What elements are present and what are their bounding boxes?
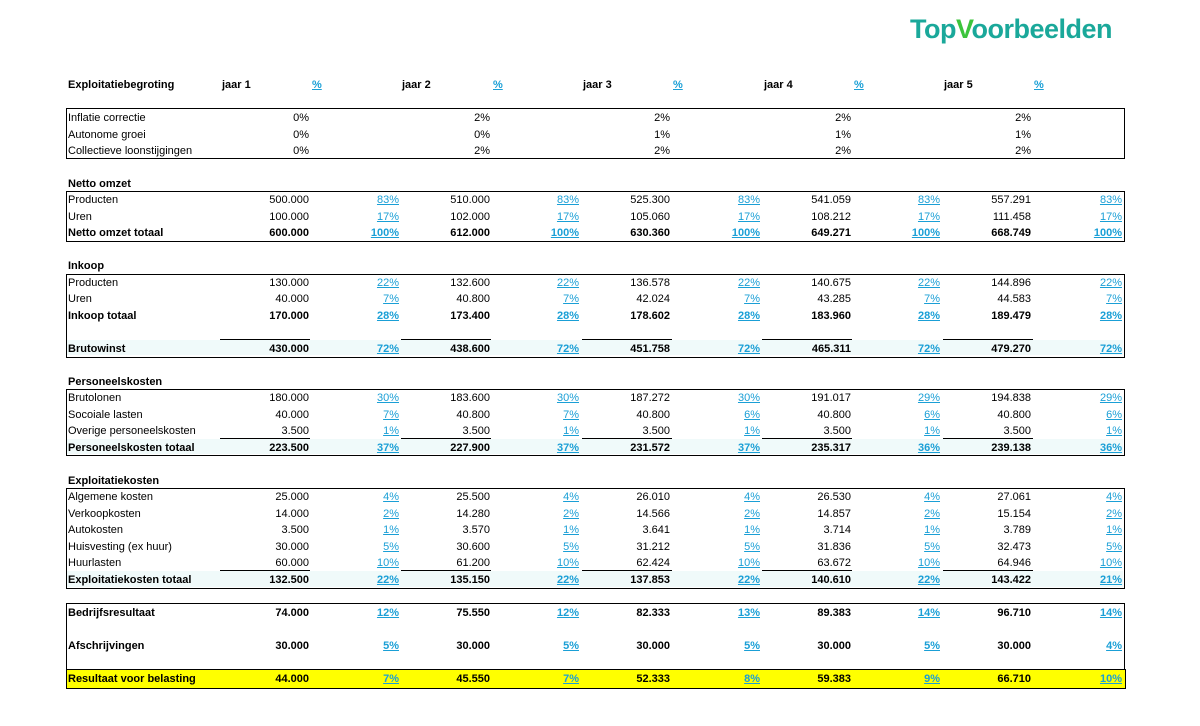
value-year-4: 140.675	[811, 277, 851, 289]
assumption-year-2: 0%	[474, 128, 490, 141]
value-year-1: 430.000	[269, 343, 309, 355]
pct-year-4[interactable]: 6%	[924, 408, 940, 421]
value-year-1: 600.000	[269, 227, 309, 239]
row-label: Uren	[68, 293, 92, 305]
value-year-2: 438.600	[450, 343, 490, 355]
value-year-4: 108.212	[811, 210, 851, 223]
value-year-5: 189.479	[991, 310, 1031, 322]
value-year-3: 137.853	[630, 574, 670, 586]
value-year-4: 235.317	[811, 442, 851, 454]
pct-year-2[interactable]: 22%	[556, 277, 579, 289]
pct-year-4[interactable]: 5%	[924, 640, 940, 652]
assumption-year-4: 2%	[835, 112, 851, 124]
value-year-1: 223.500	[269, 442, 309, 454]
value-year-1: 14.000	[275, 507, 309, 520]
row-label: Huurlasten	[68, 557, 122, 569]
pct-header-4[interactable]: %	[854, 79, 864, 91]
section-title: Netto omzet	[68, 178, 131, 190]
exploitatiekosten-sum-line-4	[762, 570, 852, 571]
row-label: Producten	[68, 194, 119, 206]
value-year-3: 14.566	[636, 507, 670, 520]
pct-year-2[interactable]: 17%	[556, 210, 579, 223]
value-year-3: 82.333	[636, 607, 670, 619]
value-year-5: 239.138	[991, 442, 1031, 454]
row-label: Exploitatiekosten totaal	[68, 574, 192, 586]
value-year-3: 231.572	[630, 442, 670, 454]
value-year-5: 40.800	[997, 408, 1031, 421]
row-autokosten	[66, 522, 1124, 538]
pct-year-2[interactable]: 2%	[563, 507, 579, 520]
value-year-2: 30.000	[456, 640, 490, 652]
pct-year-3[interactable]: 2%	[744, 507, 760, 520]
exploitatiekosten-sum-line-2	[401, 570, 491, 571]
assumption-label: Autonome groei	[68, 128, 146, 141]
pct-year-4[interactable]: 72%	[917, 343, 940, 355]
value-year-2: 183.600	[450, 392, 490, 404]
value-year-1: 44.000	[275, 673, 309, 685]
value-year-3: 451.758	[630, 343, 670, 355]
pct-year-3[interactable]: 83%	[737, 194, 760, 206]
pct-year-3[interactable]: 4%	[744, 491, 760, 503]
value-year-1: 3.500	[281, 524, 309, 536]
pct-year-5[interactable]: 1%	[1106, 425, 1122, 437]
value-year-4: 31.836	[817, 540, 851, 553]
pct-year-2[interactable]: 83%	[556, 194, 579, 206]
value-year-2: 14.280	[456, 507, 490, 520]
value-year-1: 30.000	[275, 540, 309, 553]
pct-year-3[interactable]: 17%	[737, 210, 760, 223]
exploitatiekosten-sum-line-3	[582, 570, 672, 571]
row-inkoop-totaal	[66, 308, 1124, 324]
exploitatiekosten-sum-line-1	[220, 570, 310, 571]
value-year-5: 111.458	[992, 210, 1031, 223]
personeelskosten-title	[66, 374, 1124, 390]
value-year-3: 3.500	[642, 425, 670, 437]
pct-year-2[interactable]: 4%	[563, 491, 579, 503]
value-year-2: 510.000	[450, 194, 490, 206]
header-row	[66, 77, 1124, 93]
pct-year-4[interactable]: 9%	[924, 673, 940, 685]
pct-year-2[interactable]: 100%	[550, 227, 579, 239]
value-year-4: 14.857	[817, 507, 851, 520]
value-year-3: 31.212	[636, 540, 670, 553]
row-algemene-kosten	[66, 489, 1124, 505]
pct-year-1[interactable]: 1%	[383, 425, 399, 437]
netto-omzet-title	[66, 176, 1124, 192]
assumption-year-1: 0%	[293, 128, 309, 141]
pct-year-1[interactable]: 4%	[383, 491, 399, 503]
value-year-1: 30.000	[275, 640, 309, 652]
personeelskosten-sum-line-5	[943, 438, 1033, 439]
pct-year-4[interactable]: 14%	[917, 607, 940, 619]
value-year-2: 40.800	[456, 293, 490, 305]
row-netto-omzet-totaal	[66, 225, 1124, 241]
pct-year-4[interactable]: 1%	[924, 524, 940, 536]
value-year-3: 42.024	[636, 293, 670, 305]
value-year-3: 30.000	[636, 640, 670, 652]
value-year-5: 194.838	[991, 392, 1031, 404]
personeelskosten-sum-line-4	[762, 438, 852, 439]
pct-year-3[interactable]: 72%	[737, 343, 760, 355]
pct-year-3[interactable]: 30%	[737, 392, 760, 404]
row-label: Verkoopkosten	[68, 507, 141, 520]
brutowinst-sum-line-4	[762, 339, 852, 340]
pct-year-5[interactable]: 2%	[1106, 507, 1122, 520]
value-year-5: 30.000	[997, 640, 1031, 652]
row-producten	[66, 192, 1124, 208]
pct-year-3[interactable]: 6%	[744, 408, 760, 421]
pct-year-2[interactable]: 37%	[556, 442, 579, 454]
section-title: Exploitatiekosten	[68, 475, 160, 487]
assumption-row-autonome-groei	[66, 127, 1124, 143]
pct-year-5[interactable]: 1%	[1106, 524, 1122, 536]
pct-year-4[interactable]: 2%	[924, 507, 940, 520]
row-label: Brutolonen	[68, 392, 122, 404]
pct-year-1[interactable]: 28%	[376, 310, 399, 322]
value-year-4: 3.500	[823, 425, 851, 437]
row-uren	[66, 209, 1124, 225]
pct-year-3[interactable]: 8%	[744, 673, 760, 685]
value-year-1: 170.000	[269, 310, 309, 322]
assumption-year-5: 1%	[1015, 128, 1031, 141]
row-label: Algemene kosten	[68, 491, 153, 503]
row-label: Bedrijfsresultaat	[68, 607, 155, 619]
pct-year-2[interactable]: 1%	[563, 524, 579, 536]
value-year-5: 15.154	[997, 507, 1031, 520]
section-title: Personeelskosten	[68, 376, 163, 388]
pct-year-5[interactable]: 29%	[1099, 392, 1122, 404]
pct-year-1[interactable]: 7%	[383, 293, 399, 305]
value-year-4: 541.059	[811, 194, 851, 206]
row-label: Autokosten	[68, 524, 124, 536]
row-label: Huisvesting (ex huur)	[68, 540, 172, 553]
pct-year-1[interactable]: 22%	[376, 277, 399, 289]
value-year-1: 130.000	[269, 277, 309, 289]
year-3-header: jaar 3	[583, 79, 612, 91]
pct-year-1[interactable]: 72%	[376, 343, 399, 355]
value-year-4: 191.017	[811, 392, 851, 404]
exploitatiekosten-title	[66, 473, 1124, 489]
pct-year-1[interactable]: 5%	[383, 540, 399, 553]
pct-year-3[interactable]: 100%	[731, 227, 760, 239]
pct-year-5[interactable]: 14%	[1099, 607, 1122, 619]
row-label: Uren	[68, 210, 92, 223]
row-socoiale-lasten	[66, 407, 1124, 423]
year-5-header: jaar 5	[944, 79, 973, 91]
pct-year-1[interactable]: 37%	[376, 442, 399, 454]
pct-year-3[interactable]: 10%	[737, 557, 760, 569]
value-year-3: 105.060	[630, 210, 670, 223]
pct-year-1[interactable]: 1%	[383, 524, 399, 536]
assumption-year-2: 2%	[474, 112, 490, 124]
row-huurlasten	[66, 555, 1124, 571]
value-year-1: 60.000	[275, 557, 309, 569]
assumption-year-1: 0%	[293, 145, 309, 157]
value-year-2: 102.000	[450, 210, 490, 223]
value-year-1: 25.000	[275, 491, 309, 503]
value-year-2: 45.550	[456, 673, 490, 685]
topvoorbeelden-logo: TopVoorbeelden	[910, 14, 1113, 44]
pct-year-1[interactable]: 17%	[376, 210, 399, 223]
assumption-year-4: 1%	[835, 128, 851, 141]
row-overige-personeelskosten	[66, 423, 1124, 439]
value-year-1: 3.500	[281, 425, 309, 437]
assumption-year-2: 2%	[474, 145, 490, 157]
pct-year-3[interactable]: 28%	[737, 310, 760, 322]
pct-year-5[interactable]: 21%	[1099, 574, 1122, 586]
pct-year-2[interactable]: 28%	[556, 310, 579, 322]
pct-year-4[interactable]: 5%	[924, 540, 940, 553]
row-label: Overige personeelskosten	[68, 425, 196, 437]
pct-year-5[interactable]: 7%	[1106, 293, 1122, 305]
pct-year-5[interactable]: 28%	[1099, 310, 1122, 322]
pct-year-2[interactable]: 10%	[556, 557, 579, 569]
pct-year-3[interactable]: 22%	[737, 574, 760, 586]
value-year-4: 649.271	[811, 227, 851, 239]
value-year-4: 63.672	[817, 557, 851, 569]
value-year-2: 75.550	[456, 607, 490, 619]
personeelskosten-sum-line-2	[401, 438, 491, 439]
pct-year-4[interactable]: 28%	[917, 310, 940, 322]
value-year-4: 40.800	[817, 408, 851, 421]
pct-year-2[interactable]: 7%	[563, 673, 579, 685]
brutowinst-sum-line-2	[401, 339, 491, 340]
row-exploitatiekosten-totaal	[66, 572, 1124, 588]
value-year-5: 66.710	[997, 673, 1031, 685]
personeelskosten-sum-line-3	[582, 438, 672, 439]
value-year-2: 132.600	[450, 277, 490, 289]
year-4-header: jaar 4	[764, 79, 793, 91]
value-year-3: 187.272	[630, 392, 670, 404]
pct-year-2[interactable]: 22%	[556, 574, 579, 586]
pct-year-3[interactable]: 1%	[744, 425, 760, 437]
pct-year-4[interactable]: 4%	[924, 491, 940, 503]
pct-year-5[interactable]: 83%	[1099, 194, 1122, 206]
row-label: Afschrijvingen	[68, 640, 145, 652]
pct-year-5[interactable]: 4%	[1106, 640, 1122, 652]
value-year-4: 140.610	[811, 574, 851, 586]
section-title: Inkoop	[68, 260, 105, 272]
value-year-3: 136.578	[630, 277, 670, 289]
pct-year-1[interactable]: 12%	[376, 607, 399, 619]
pct-year-5[interactable]: 10%	[1099, 673, 1122, 685]
personeelskosten-sum-line-1	[220, 438, 310, 439]
row-brutolonen	[66, 390, 1124, 406]
pct-header-3[interactable]: %	[673, 79, 683, 91]
assumption-year-5: 2%	[1015, 145, 1031, 157]
value-year-2: 3.570	[462, 524, 490, 536]
pct-year-4[interactable]: 100%	[911, 227, 940, 239]
value-year-3: 178.602	[630, 310, 670, 322]
assumption-year-3: 2%	[654, 145, 670, 157]
value-year-5: 557.291	[991, 194, 1031, 206]
value-year-5: 27.061	[997, 491, 1031, 503]
value-year-3: 40.800	[636, 408, 670, 421]
value-year-2: 135.150	[450, 574, 490, 586]
row-bedrijfsresultaat	[66, 605, 1124, 621]
pct-year-1[interactable]: 5%	[383, 640, 399, 652]
value-year-1: 74.000	[275, 607, 309, 619]
pct-year-3[interactable]: 22%	[737, 277, 760, 289]
value-year-2: 227.900	[450, 442, 490, 454]
value-year-1: 500.000	[269, 194, 309, 206]
assumption-year-3: 1%	[654, 128, 670, 141]
pct-year-4[interactable]: 10%	[917, 557, 940, 569]
pct-year-5[interactable]: 5%	[1106, 540, 1122, 553]
pct-year-2[interactable]: 5%	[563, 640, 579, 652]
pct-year-4[interactable]: 22%	[917, 277, 940, 289]
row-label: Resultaat voor belasting	[68, 673, 196, 685]
value-year-5: 64.946	[997, 557, 1031, 569]
value-year-1: 132.500	[269, 574, 309, 586]
pct-year-3[interactable]: 5%	[744, 540, 760, 553]
value-year-5: 3.789	[1003, 524, 1031, 536]
row-huisvesting-ex-huur	[66, 539, 1124, 555]
assumption-year-3: 2%	[654, 112, 670, 124]
row-personeelskosten-totaal	[66, 440, 1124, 456]
value-year-5: 144.896	[991, 277, 1031, 289]
value-year-5: 44.583	[997, 293, 1031, 305]
pct-year-2[interactable]: 7%	[563, 293, 579, 305]
pct-year-5[interactable]: 6%	[1106, 408, 1122, 421]
value-year-4: 26.530	[817, 491, 851, 503]
pct-year-3[interactable]: 13%	[737, 607, 760, 619]
pct-year-4[interactable]: 1%	[924, 425, 940, 437]
assumption-year-5: 2%	[1015, 112, 1031, 124]
pct-year-5[interactable]: 22%	[1099, 277, 1122, 289]
pct-year-1[interactable]: 7%	[383, 673, 399, 685]
brutowinst-sum-line-5	[943, 339, 1033, 340]
pct-year-5[interactable]: 72%	[1099, 343, 1122, 355]
year-2-header: jaar 2	[402, 79, 431, 91]
pct-year-2[interactable]: 30%	[556, 392, 579, 404]
pct-year-4[interactable]: 29%	[917, 392, 940, 404]
row-resultaat-voor-belasting	[66, 671, 1124, 687]
brutowinst-sum-line-1	[220, 339, 310, 340]
pct-year-3[interactable]: 7%	[744, 293, 760, 305]
brutowinst-sum-line-3	[582, 339, 672, 340]
value-year-2: 612.000	[450, 227, 490, 239]
value-year-2: 25.500	[456, 491, 490, 503]
value-year-4: 183.960	[811, 310, 851, 322]
value-year-4: 3.714	[823, 524, 851, 536]
pct-year-1[interactable]: 22%	[376, 574, 399, 586]
pct-year-1[interactable]: 30%	[376, 392, 399, 404]
pct-year-3[interactable]: 37%	[737, 442, 760, 454]
assumption-label: Collectieve loonstijgingen	[68, 145, 193, 157]
pct-year-2[interactable]: 12%	[556, 607, 579, 619]
value-year-3: 62.424	[636, 557, 670, 569]
row-label: Producten	[68, 277, 119, 289]
row-verkoopkosten	[66, 506, 1124, 522]
sheet-title: Exploitatiebegroting	[68, 79, 175, 91]
value-year-3: 26.010	[636, 491, 670, 503]
pct-header-2[interactable]: %	[493, 79, 503, 91]
pct-year-1[interactable]: 7%	[383, 408, 399, 421]
value-year-3: 52.333	[636, 673, 670, 685]
pct-year-1[interactable]: 2%	[383, 507, 399, 520]
pct-header-1[interactable]: %	[312, 79, 322, 91]
value-year-3: 3.641	[642, 524, 670, 536]
value-year-5: 3.500	[1003, 425, 1031, 437]
value-year-1: 40.000	[275, 408, 309, 421]
exploitatiekosten-sum-line-5	[943, 570, 1033, 571]
pct-year-4[interactable]: 7%	[924, 293, 940, 305]
value-year-1: 180.000	[269, 392, 309, 404]
value-year-5: 32.473	[997, 540, 1031, 553]
value-year-1: 40.000	[275, 293, 309, 305]
year-1-header: jaar 1	[222, 79, 251, 91]
value-year-3: 630.360	[630, 227, 670, 239]
value-year-4: 30.000	[817, 640, 851, 652]
row-producten	[66, 275, 1124, 291]
value-year-2: 3.500	[462, 425, 490, 437]
pct-year-2[interactable]: 5%	[563, 540, 579, 553]
pct-year-4[interactable]: 22%	[917, 574, 940, 586]
value-year-4: 43.285	[817, 293, 851, 305]
assumption-row-collectieve-loonstijgingen	[66, 143, 1124, 159]
value-year-5: 668.749	[991, 227, 1031, 239]
assumption-label: Inflatie correctie	[68, 112, 146, 124]
pct-year-5[interactable]: 100%	[1093, 227, 1122, 239]
pct-year-5[interactable]: 10%	[1099, 557, 1122, 569]
pct-year-5[interactable]: 36%	[1099, 442, 1122, 454]
assumption-row-inflatie-correctie	[66, 110, 1124, 126]
row-label: Netto omzet totaal	[68, 227, 164, 239]
row-afschrijvingen	[66, 638, 1124, 654]
pct-year-2[interactable]: 1%	[563, 425, 579, 437]
pct-year-5[interactable]: 17%	[1099, 210, 1122, 223]
pct-year-4[interactable]: 83%	[917, 194, 940, 206]
row-uren	[66, 291, 1124, 307]
pct-year-1[interactable]: 83%	[376, 194, 399, 206]
value-year-2: 30.600	[456, 540, 490, 553]
pct-year-4[interactable]: 17%	[917, 210, 940, 223]
pct-year-3[interactable]: 5%	[744, 640, 760, 652]
value-year-3: 525.300	[630, 194, 670, 206]
pct-year-2[interactable]: 7%	[563, 408, 579, 421]
row-label: Personeelskosten totaal	[68, 442, 195, 454]
pct-year-5[interactable]: 4%	[1106, 491, 1122, 503]
inkoop-title	[66, 258, 1124, 274]
value-year-1: 100.000	[269, 210, 309, 223]
assumption-year-4: 2%	[835, 145, 851, 157]
value-year-2: 173.400	[450, 310, 490, 322]
value-year-4: 89.383	[817, 607, 851, 619]
pct-year-4[interactable]: 36%	[917, 442, 940, 454]
value-year-4: 59.383	[817, 673, 851, 685]
value-year-2: 61.200	[456, 557, 490, 569]
value-year-5: 479.270	[991, 343, 1031, 355]
assumption-year-1: 0%	[293, 112, 309, 124]
pct-header-5[interactable]: %	[1034, 79, 1044, 91]
row-label: Inkoop totaal	[68, 310, 137, 322]
row-label: Brutowinst	[68, 343, 126, 355]
value-year-5: 96.710	[997, 607, 1031, 619]
value-year-2: 40.800	[456, 408, 490, 421]
pct-year-2[interactable]: 72%	[556, 343, 579, 355]
pct-year-1[interactable]: 10%	[376, 557, 399, 569]
row-brutowinst	[66, 341, 1124, 357]
pct-year-3[interactable]: 1%	[744, 524, 760, 536]
row-label: Socoiale lasten	[68, 408, 143, 421]
pct-year-1[interactable]: 100%	[370, 227, 399, 239]
value-year-4: 465.311	[811, 343, 851, 355]
value-year-5: 143.422	[991, 574, 1031, 586]
